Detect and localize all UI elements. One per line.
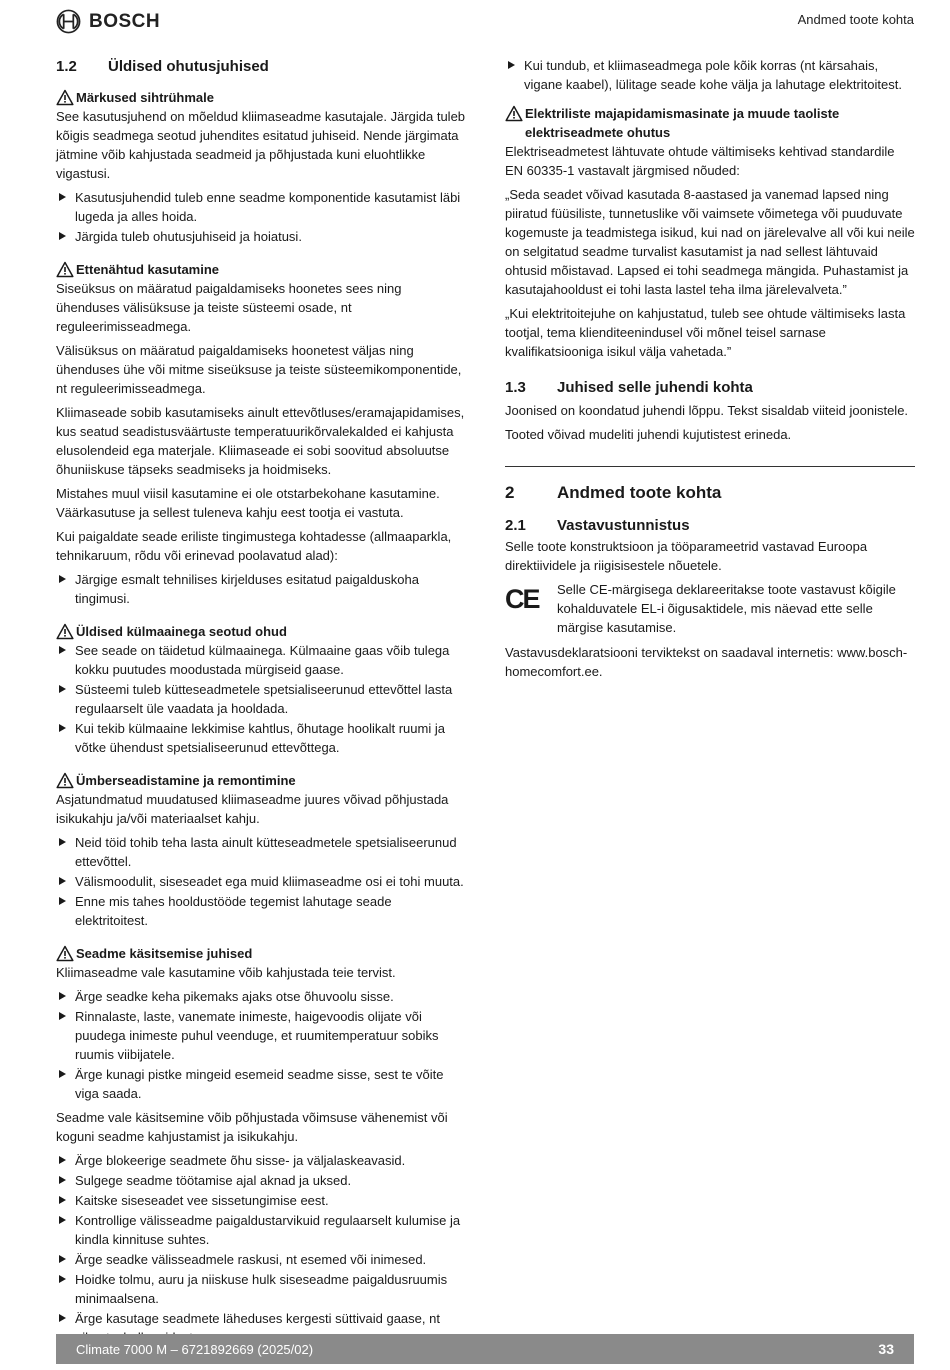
- paragraph: „Seda seadet võivad kasutada 8-aastased ja vanemad lapsed ning piiratud füüsiliste, tunnetuslike või vaimsete võimetega või puuduvate kogemuste ja teadmistega isikud, kui nad on järelevalve all või kui neile on selgitatud seadme turvalist kasutamist ja nad sellest lähtuvaid ohtusid mõistavad. Lapsed ei tohi seadmega mängida. Puhastamist ja kasutajahooldust ei tohi lasta lastel teha ilma järelevalveta.”: [505, 187, 915, 297]
- running-head: Andmed toote kohta: [797, 12, 914, 27]
- warning-title: Märkused sihtrühmale: [76, 90, 214, 105]
- paragraph: Asjatundmatud muudatused kliimaseadme juures võivad põhjustada isikukahju ja/või materiaalset kahju.: [56, 792, 449, 826]
- warning-title: Seadme käsitsemise juhised: [76, 946, 253, 961]
- warning-heading: [56, 260, 466, 279]
- warning-heading: [56, 771, 466, 790]
- chapter-title: Andmed toote kohta: [557, 483, 722, 502]
- warning-triangle-icon: [505, 105, 523, 122]
- right-column: [505, 56, 915, 686]
- paragraph: Välisüksus on määratud paigaldamiseks hoonetest väljas ning ühenduses ühe või mitme siseüksuse ja teiste süsteemikomponentide, nt reguleerimisseadmega.: [56, 343, 462, 396]
- list-item: Enne mis tahes hooldustööde tegemist lahutage seade elektritoitest.: [56, 892, 466, 930]
- bosch-armature-icon: [56, 9, 81, 34]
- paragraph: Siseüksus on määratud paigaldamiseks hoonetes sees ning ühenduses välisüksuse ja teiste süsteemi osade, nt reguleerimisseadmega.: [56, 281, 402, 334]
- paragraph: Mistahes muul viisil kasutamine ei ole otstarbekohane kasutamine. Väärkasutuse ja sellest tuleneva kahju eest tootja ei vastuta.: [56, 486, 440, 520]
- section-number: 1.2: [56, 58, 77, 75]
- left-column: [56, 56, 466, 1352]
- section-number: 2.1: [505, 517, 526, 534]
- bullet-list: [56, 641, 466, 757]
- ce-statement: [505, 580, 915, 637]
- bullet-list: [56, 570, 466, 608]
- paragraph: Joonised on koondatud juhendi lõppu. Tekst sisaldab viiteid joonistele.: [505, 403, 909, 418]
- paragraph: Tooted võivad mudeliti juhendi kujutistest erineda.: [505, 427, 792, 442]
- section-title: Juhised selle juhendi kohta: [557, 379, 753, 396]
- section-title: Üldised ohutusjuhised: [108, 58, 269, 75]
- bullet-list: [56, 987, 466, 1103]
- chapter-number: 2: [505, 483, 515, 502]
- paragraph: Selle CE-märgisega deklareeritakse toote vastavust kõigile kohalduvatele EL-i õigusaktidele, mis näevad ette selle märgise kasutamise.: [557, 582, 896, 635]
- chapter-divider: [505, 466, 915, 467]
- list-item: Süsteemi tuleb kütteseadmetele spetsialiseerunud ettevõttel lasta regulaarselt üle vaadata ja hooldada.: [56, 680, 466, 718]
- chapter-heading-2: [505, 481, 915, 505]
- warning-title: Elektriliste majapidamismasinate ja muude taoliste elektriseadmete ohutus: [525, 106, 840, 140]
- section-number: 1.3: [505, 379, 526, 396]
- bullet-list: [56, 1151, 466, 1347]
- section-heading-2-1: [505, 515, 915, 537]
- warning-heading: [56, 622, 466, 641]
- warning-triangle-icon: [56, 89, 74, 106]
- paragraph: „Kui elektritoitejuhe on kahjustatud, tuleb see ohtude vältimiseks lasta tootjal, tema klienditeenindusel või mõnel teisel sarnase kvalifikatsiooniga isikul välja vahetada.”: [505, 306, 906, 359]
- list-item: Ärge kasutage seadmete läheduses kergesti süttivaid gaase, nt: [56, 1309, 466, 1347]
- paragraph: Kliimaseade sobib kasutamiseks ainult ettevõtluses/eramajapidamises, kus seatud seadistusväärtuste temperatuurikõrvalekalded ei kahjusta elusolendeid ega materjale. Kliimaseade ei sobi soovitud absoluutse õhuniiskuse täpseks seadmiseks ja hoidmiseks.: [56, 405, 465, 477]
- paragraph: Seadme vale käsitsemine võib põhjustada võimsuse vähenemist või koguni seadme kahjustamist ja isikukahju.: [56, 1110, 448, 1144]
- bullet-list: [505, 56, 915, 94]
- document-id: Climate 7000 M – 6721892669 (2025/02): [76, 1341, 314, 1357]
- paragraph: See kasutusjuhend on mõeldud kliimaseadme kasutajale. Järgida tuleb kõigis seadmega seotud juhendites esitatud juhiseid. Nende järgimata jätmine võib kahjustada seadmeid ja põhjustada kuni eluohtlikke vigastusi.: [56, 109, 466, 181]
- page-footer: [56, 1334, 914, 1364]
- warning-triangle-icon: [56, 772, 74, 789]
- bullet-list: [56, 833, 466, 930]
- paragraph: Kliimaseadme vale kasutamine võib kahjustada teie tervist.: [56, 965, 396, 980]
- list-item: Järgida tuleb ohutusjuhiseid ja hoiatusi.: [56, 227, 466, 246]
- section-heading-1-2: [56, 56, 466, 78]
- list-item: Hoidke tolmu, auru ja niiskuse hulk siseseadme paigaldusruumis minimaalsena.: [56, 1270, 466, 1308]
- list-item: Ärge seadke keha pikemaks ajaks otse õhuvoolu sisse.: [56, 987, 466, 1006]
- list-item: Kui tundub, et kliimaseadmega pole kõik korras (nt kärsahais, vigane kaabel), lülitage seade kohe välja ja lahutage elektritoitest.: [505, 56, 915, 94]
- list-item: Kontrollige välisseadme paigaldustarvikuid regulaarselt kulumise ja kindla kinnituse suhtes.: [56, 1211, 466, 1249]
- list-item: Rinnalaste, laste, vanemate inimeste, haigevoodis olijate või puudega inimeste puhul veenduge, et ruumitemperatuur sobiks ruumis viibijatele.: [56, 1007, 466, 1064]
- warning-title: Ettenähtud kasutamine: [76, 262, 220, 277]
- section-title: Vastavustunnistus: [557, 517, 690, 534]
- page-number: 33: [878, 1340, 894, 1357]
- list-item: Kui tekib külmaaine lekkimise kahtlus, õhutage hoolikalt ruumi ja võtke ühendust spetsialiseerunud ettevõttega.: [56, 719, 466, 757]
- ce-mark-icon: CE: [505, 584, 539, 614]
- warning-triangle-icon: [56, 261, 74, 278]
- warning-heading: [56, 88, 466, 107]
- warning-triangle-icon: [56, 623, 74, 640]
- list-item: Ärge blokeerige seadmete õhu sisse- ja väljalaskeavasid.: [56, 1151, 466, 1170]
- paragraph: Vastavusdeklaratsiooni terviktekst on saadaval internetis: www.bosch-homecomfort.ee.: [505, 645, 908, 679]
- list-item: Neid töid tohib teha lasta ainult kütteseadmetele spetsialiseerunud ettevõttel.: [56, 833, 466, 871]
- paragraph: Elektriseadmetest lähtuvate ohtude vältimiseks kehtivad standardile EN 60335-1 vastavalt järgmised nõuded:: [505, 144, 895, 178]
- warning-title: Ümberseadistamine ja remontimine: [76, 773, 296, 788]
- warning-heading: [505, 104, 915, 142]
- warning-heading: [56, 944, 466, 963]
- brand-name: BOSCH: [89, 10, 161, 32]
- warning-triangle-icon: [56, 945, 74, 962]
- warning-title: Üldised külmaainega seotud ohud: [76, 624, 287, 639]
- list-item: See seade on täidetud külmaainega. Külmaaine gaas võib tulega kokku puutudes moodustada mürgiseid gaase.: [56, 641, 466, 679]
- bullet-list: [56, 188, 466, 246]
- list-item: Sulgege seadme töötamise ajal aknad ja uksed.: [56, 1171, 466, 1190]
- list-item: Kaitske siseseadet vee sissetungimise eest.: [56, 1191, 466, 1210]
- list-item: Kasutusjuhendid tuleb enne seadme komponentide kasutamist läbi lugeda ja alles hoida.: [56, 188, 466, 226]
- list-item: Välismoodulit, siseseadet ega muid kliimaseadme osi ei tohi muuta.: [56, 872, 466, 891]
- list-item: Järgige esmalt tehnilises kirjelduses esitatud paigalduskoha tingimusi.: [56, 570, 466, 608]
- section-heading-1-3: [505, 377, 915, 399]
- list-item: Ärge kunagi pistke mingeid esemeid seadme sisse, sest te võite viga saada.: [56, 1065, 466, 1103]
- paragraph: Kui paigaldate seade eriliste tingimustega kohtadesse (allmaaparkla, tehnikaruum, rõdu või erinevad poolavatud alad):: [56, 529, 452, 563]
- bosch-logo: [56, 8, 160, 34]
- paragraph: Selle toote konstruktsioon ja tööparameetrid vastavad Euroopa direktiividele ja riigisisestele nõuetele.: [505, 539, 868, 573]
- list-item: Ärge seadke välisseadmele raskusi, nt esemed või inimesed.: [56, 1250, 466, 1269]
